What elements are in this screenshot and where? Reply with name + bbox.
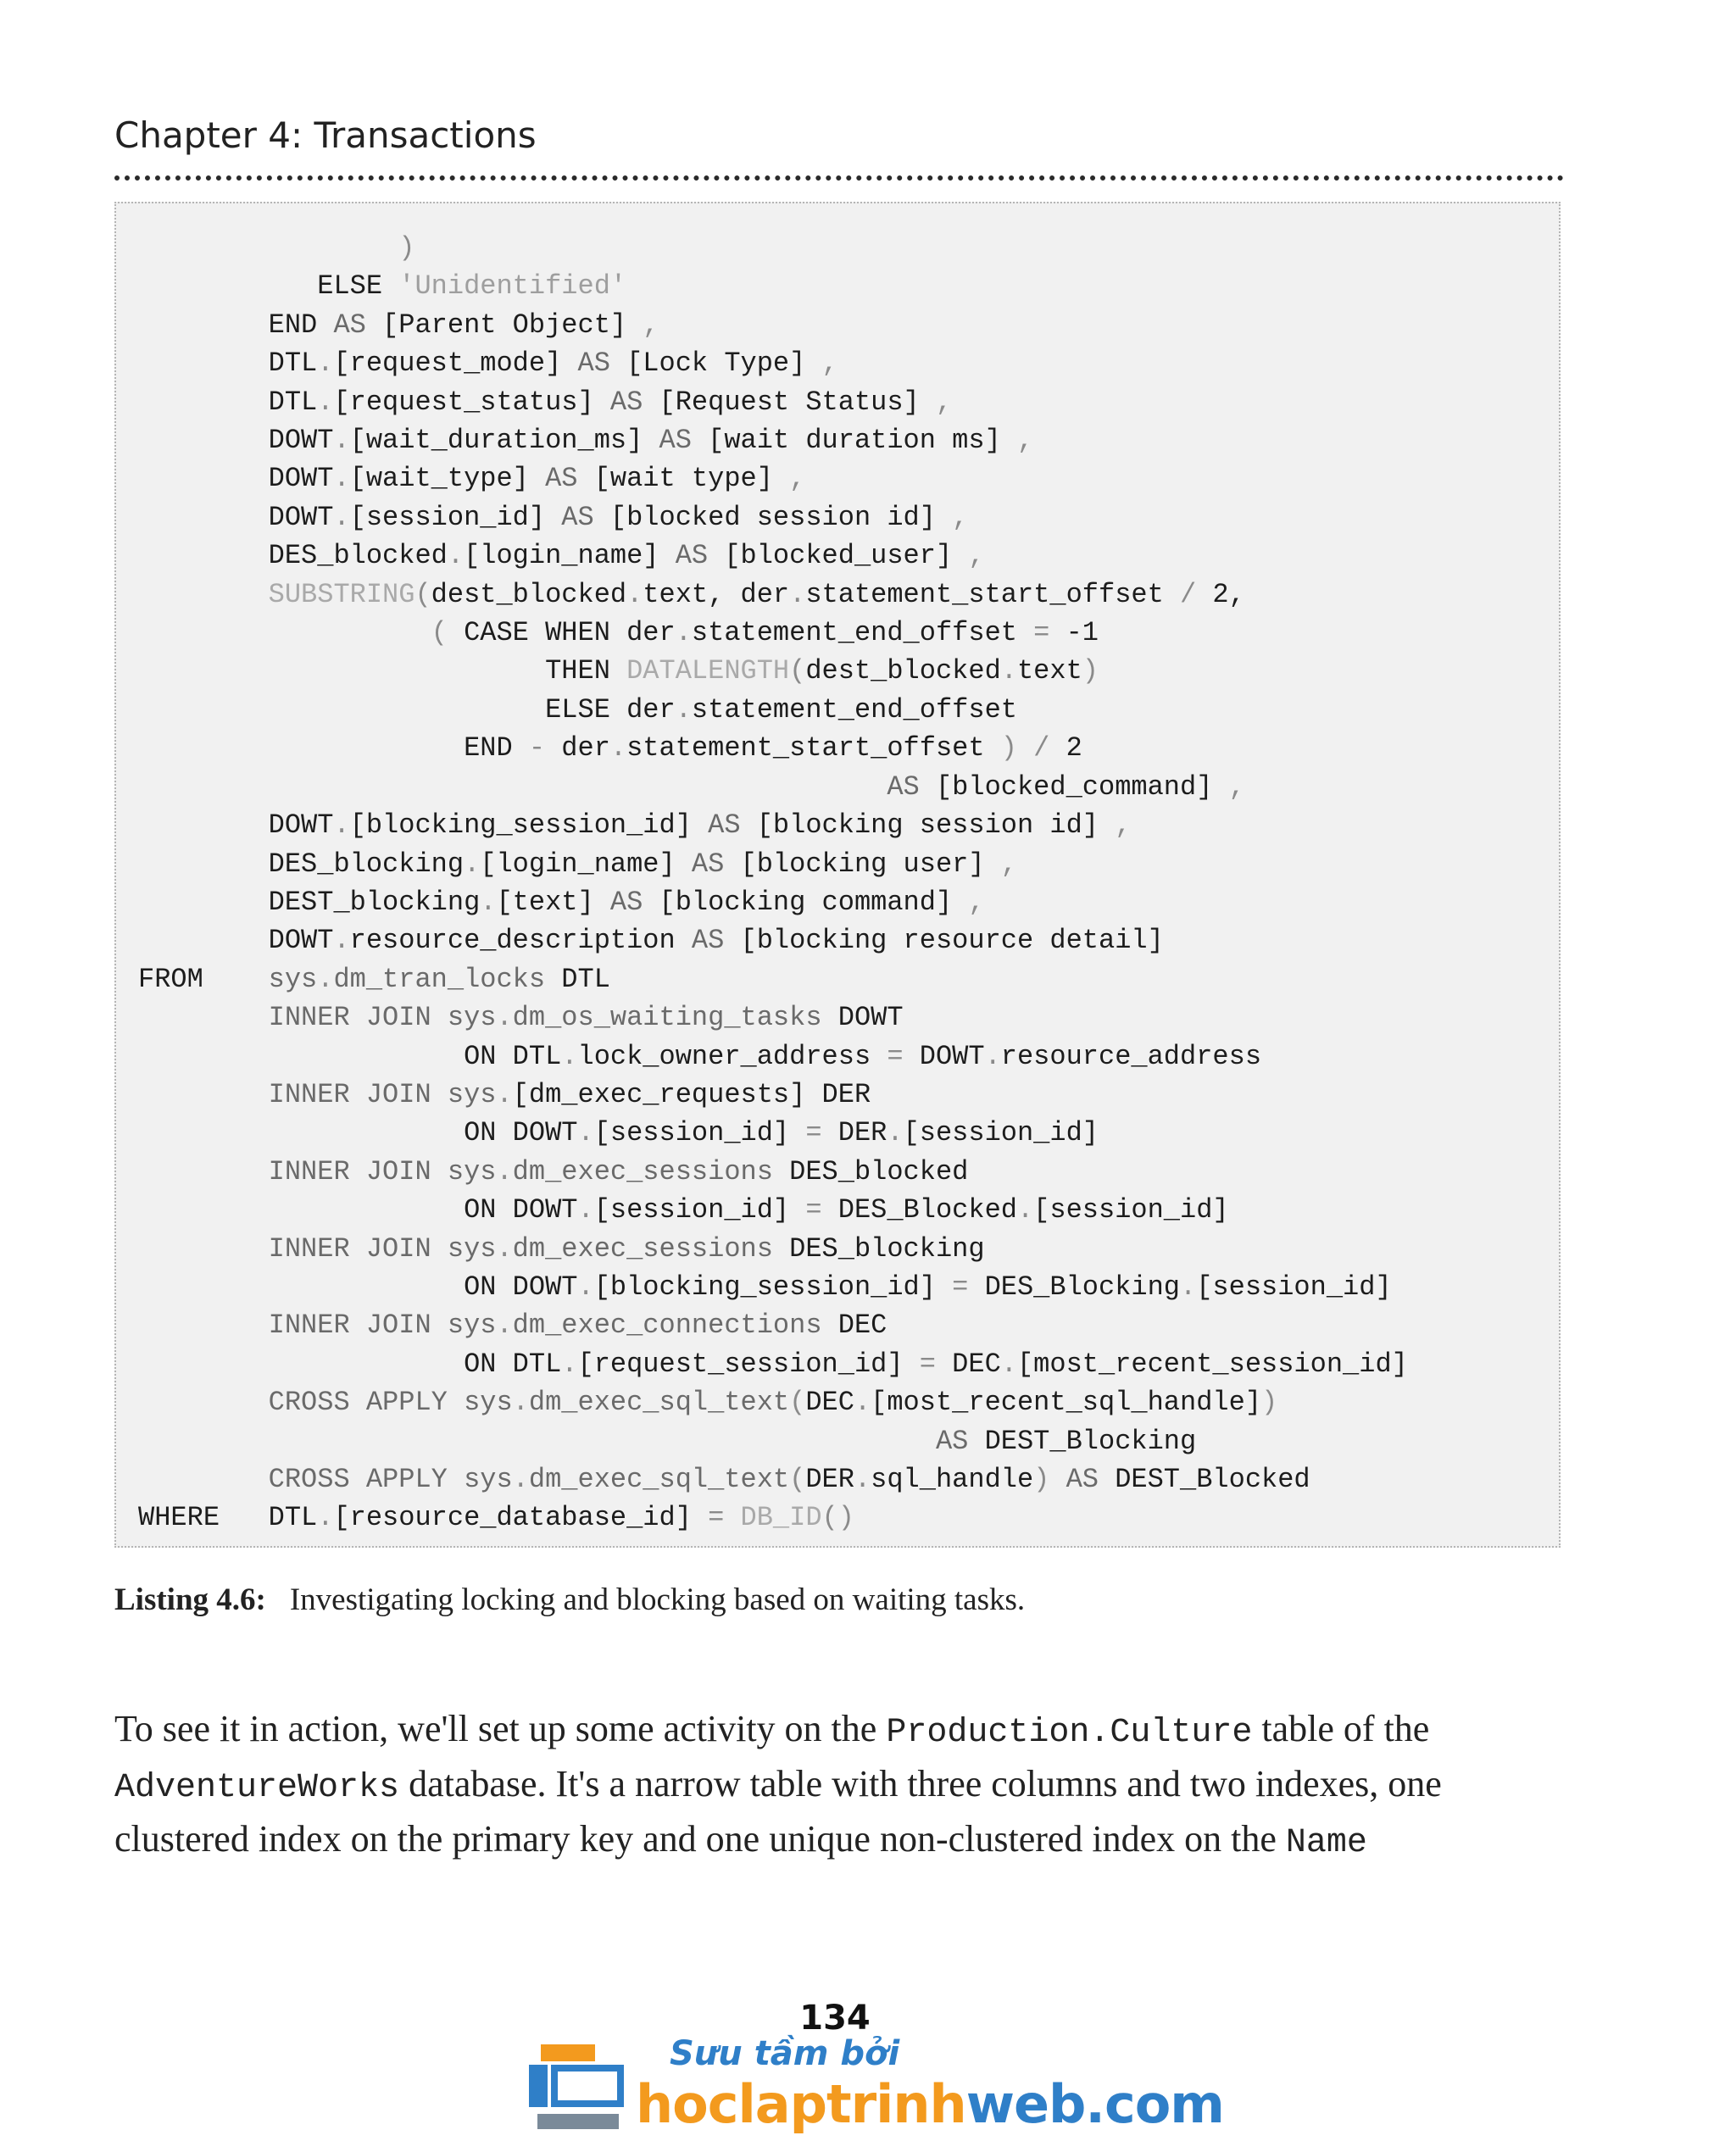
code-token: text, der <box>643 578 790 610</box>
code-line <box>138 348 838 379</box>
code-token <box>138 1464 269 1495</box>
code-token: resource_address <box>1000 1040 1262 1072</box>
watermark-top-text: Sưu tầm bởi <box>670 2034 900 2073</box>
code-token: AS <box>659 425 692 457</box>
code-token: FROM <box>138 963 269 995</box>
code-token: DOWT <box>903 1040 985 1072</box>
code-token: AS <box>691 925 725 957</box>
code-token: DER <box>821 1117 887 1149</box>
code-token: AS <box>1066 1464 1099 1495</box>
code-line <box>138 1002 904 1033</box>
code-token: dm_os_waiting_tasks <box>512 1002 822 1034</box>
code-line <box>138 887 985 918</box>
code-line <box>138 732 1082 764</box>
code-token: = <box>708 1502 725 1534</box>
code-token <box>138 1156 269 1187</box>
code-listing <box>138 229 1408 1538</box>
header-divider <box>114 175 1564 181</box>
code-line <box>138 1194 1229 1226</box>
code-token: ) <box>138 232 415 264</box>
watermark <box>526 2034 1224 2141</box>
code-token: ELSE der <box>138 693 676 726</box>
code-token: AS <box>675 540 709 572</box>
watermark-logo-icon <box>526 2041 627 2136</box>
code-token: SUBSTRING <box>268 578 415 610</box>
code-token: [blocking resource detail] <box>724 925 1164 957</box>
code-token: , <box>821 348 838 380</box>
code-token: = <box>887 1040 904 1072</box>
code-token: . <box>317 348 334 380</box>
code-token: AS <box>708 809 741 842</box>
code-token: / <box>1180 578 1197 610</box>
code-token <box>1017 732 1033 764</box>
code-token: INNER JOIN sys <box>268 1310 497 1342</box>
code-token <box>138 579 269 610</box>
code-line <box>138 1464 1310 1495</box>
code-line <box>138 655 1099 687</box>
code-line <box>138 848 1017 880</box>
code-token: 2 <box>1049 732 1082 765</box>
code-token: [blocking_session_id] <box>349 809 709 842</box>
code-token <box>138 617 431 648</box>
code-token: [most_recent_sql_handle] <box>871 1387 1262 1419</box>
code-line <box>138 1079 871 1110</box>
code-token: DEST_Blocking <box>968 1425 1197 1457</box>
code-token: statement_start_offset <box>805 578 1180 610</box>
code-token: . <box>317 1502 334 1534</box>
code-token: . <box>333 463 350 495</box>
code-token: [session_id] <box>903 1117 1099 1149</box>
code-token: statement_end_offset <box>691 617 1034 649</box>
code-line <box>138 1310 887 1341</box>
code-token: -1 <box>1049 617 1099 649</box>
code-token: ) <box>1082 655 1099 687</box>
code-token: [Lock Type] <box>609 348 822 380</box>
code-token: ON DTL <box>138 1040 562 1072</box>
code-token: - <box>528 732 546 765</box>
code-token: 2, <box>1196 578 1245 610</box>
code-token: , <box>1016 425 1034 457</box>
code-token: ) <box>1033 1464 1050 1495</box>
code-token: [request_session_id] <box>577 1348 920 1380</box>
code-token: , <box>935 386 953 418</box>
code-token: DTL <box>545 963 610 995</box>
code-token: [blocked session id] <box>593 501 953 533</box>
code-line <box>138 1426 1196 1457</box>
code-token: INNER JOIN sys <box>268 1002 497 1034</box>
code-token: dest_blocked <box>431 578 627 610</box>
code-token: ) <box>1261 1387 1278 1419</box>
code-token: , <box>1000 848 1017 880</box>
code-token: AS <box>887 770 920 803</box>
code-token: . <box>333 425 350 457</box>
code-token: = <box>805 1194 822 1226</box>
code-token: [request_mode] <box>333 348 578 380</box>
code-token: , <box>952 501 969 533</box>
code-line <box>138 1117 1099 1148</box>
code-token: . <box>317 386 334 418</box>
code-token: , <box>1115 809 1132 842</box>
code-token: DES_blocked <box>138 540 448 572</box>
code-token: = <box>952 1271 969 1303</box>
code-token: DEST_Blocked <box>1098 1464 1310 1495</box>
watermark-text-a: hoclaptrinh <box>636 2073 966 2135</box>
code-token: . <box>496 1232 513 1265</box>
code-token: DEC <box>935 1348 1001 1380</box>
code-token: DOWT <box>138 425 334 457</box>
code-token: . <box>577 1194 594 1226</box>
code-token: , <box>968 540 985 572</box>
code-token: . <box>1000 655 1017 687</box>
code-token: DOWT <box>138 501 334 533</box>
code-token: , <box>643 309 659 341</box>
page-number: 134 <box>799 1999 871 2038</box>
code-token <box>1049 1464 1066 1495</box>
code-token: . <box>496 1155 513 1187</box>
code-token: AS <box>691 848 725 880</box>
code-token: . <box>512 1387 529 1419</box>
code-line <box>138 463 805 494</box>
code-line <box>138 1156 968 1187</box>
watermark-text-b: web.com <box>965 2073 1224 2135</box>
code-token: sys <box>268 963 318 995</box>
code-token <box>138 1310 269 1341</box>
code-token: [wait_duration_ms] <box>349 425 659 457</box>
code-token: . <box>577 1117 594 1149</box>
chapter-title: Chapter 4: Transactions <box>114 114 537 156</box>
code-token: DOWT <box>821 1002 904 1034</box>
code-token: DOWT <box>138 809 334 842</box>
code-token: . <box>887 1117 904 1149</box>
code-token <box>138 1426 936 1457</box>
code-token: WHERE DTL <box>138 1502 318 1534</box>
code-token: . <box>854 1464 871 1495</box>
code-token: . <box>854 1387 871 1419</box>
code-line <box>138 502 968 533</box>
code-line <box>138 579 1245 610</box>
code-token: = <box>919 1348 936 1380</box>
code-token: , <box>1228 770 1245 803</box>
code-token: . <box>626 578 643 610</box>
code-adventureworks: AdventureWorks <box>114 1769 400 1807</box>
code-token: DEC <box>805 1387 854 1419</box>
code-token: [blocking session id] <box>740 809 1116 842</box>
code-token: lock_owner_address <box>577 1040 887 1072</box>
code-line <box>138 1041 1261 1072</box>
code-line <box>138 694 1017 726</box>
code-token: ON DOWT <box>138 1194 578 1226</box>
code-line <box>138 925 1164 956</box>
code-token: . <box>675 617 692 649</box>
code-token: INNER JOIN sys <box>268 1155 497 1187</box>
code-line <box>138 386 952 418</box>
code-token <box>724 1502 740 1533</box>
watermark-main-text <box>636 2073 1224 2135</box>
code-token: DES_blocking <box>772 1232 985 1265</box>
code-token: dest_blocked <box>805 655 1001 687</box>
code-token: der <box>545 732 610 765</box>
body-text-1: To see it in action, we'll set up some activity on the <box>114 1708 887 1749</box>
code-line <box>138 771 1245 803</box>
listing-caption <box>114 1582 1555 1618</box>
code-token: DOWT <box>138 463 334 495</box>
code-token: [login_name] <box>464 540 676 572</box>
body-text-3: database. It's a narrow table with three columns and two indexes, one clustered index on the primary key and one unique non-clustered index on the <box>114 1763 1442 1860</box>
code-token: DATALENGTH <box>626 655 790 687</box>
code-name: Name <box>1285 1824 1367 1862</box>
code-token: DEC <box>821 1310 887 1342</box>
code-token: ( <box>415 578 431 610</box>
code-token: ) <box>1000 732 1017 765</box>
code-token: [dm_exec_requests] DER <box>512 1078 871 1110</box>
code-line <box>138 1349 1408 1380</box>
code-token: ON DTL <box>138 1348 562 1380</box>
code-token: AS <box>577 348 610 380</box>
code-token: INNER JOIN sys <box>268 1232 497 1265</box>
code-token: DTL <box>138 386 318 418</box>
code-token: ( <box>789 655 806 687</box>
code-token: . <box>496 1078 513 1110</box>
code-token: DTL <box>138 348 318 380</box>
caption-label: Listing 4.6: <box>114 1582 266 1617</box>
code-token: text <box>1016 655 1082 687</box>
code-token: dm_exec_sessions <box>512 1232 773 1265</box>
code-line <box>138 1271 1392 1303</box>
code-token: . <box>496 1310 513 1342</box>
code-token: dm_tran_locks <box>333 963 546 995</box>
code-token: END <box>138 732 529 765</box>
code-token: statement_end_offset <box>691 693 1017 726</box>
code-token: . <box>464 848 481 880</box>
code-line <box>138 540 985 571</box>
code-token <box>138 1079 269 1110</box>
code-token: . <box>561 1348 578 1380</box>
code-token: CROSS APPLY sys <box>268 1464 513 1495</box>
code-token: dm_exec_sql_text <box>528 1387 790 1419</box>
code-line <box>138 1233 985 1265</box>
code-token: CROSS APPLY sys <box>268 1387 513 1419</box>
code-token: ( <box>431 617 448 649</box>
code-token: AS <box>935 1425 969 1457</box>
code-line <box>138 1387 1277 1418</box>
code-line <box>138 1502 854 1533</box>
code-token: [blocking_session_id] <box>593 1271 953 1303</box>
code-token: DES_Blocked <box>821 1194 1017 1226</box>
code-token: ( <box>789 1387 806 1419</box>
code-token: DB_ID <box>740 1502 822 1534</box>
code-token <box>138 1387 269 1418</box>
code-token: [blocking command] <box>643 886 969 918</box>
code-token <box>138 1002 269 1033</box>
code-token: sql_handle <box>871 1464 1034 1495</box>
code-token: . <box>789 578 806 610</box>
code-token: . <box>480 886 497 918</box>
code-token: AS <box>609 886 643 918</box>
code-token: . <box>561 1040 578 1072</box>
code-token: [login_name] <box>480 848 692 880</box>
code-token: . <box>1180 1271 1197 1303</box>
code-token: [session_id] <box>1033 1194 1229 1226</box>
code-token: THEN <box>138 655 627 687</box>
code-line <box>138 425 1033 456</box>
code-line <box>138 964 610 995</box>
code-token: . <box>675 693 692 726</box>
code-line <box>138 232 415 264</box>
code-token: () <box>821 1502 854 1534</box>
code-token: AS <box>333 309 366 341</box>
code-token: = <box>805 1117 822 1149</box>
code-token: AS <box>609 386 643 418</box>
code-token: ELSE <box>138 270 399 303</box>
code-token: . <box>333 501 350 533</box>
code-line <box>138 809 1131 841</box>
code-token: . <box>317 963 334 995</box>
code-token: . <box>512 1464 529 1495</box>
code-token: CASE WHEN der <box>447 617 676 649</box>
code-token <box>138 1233 269 1265</box>
code-token: [Parent Object] <box>365 309 643 341</box>
code-token: [most_recent_session_id] <box>1016 1348 1408 1380</box>
code-token: [wait duration ms] <box>691 425 1017 457</box>
code-token: . <box>1000 1348 1017 1380</box>
code-token: [session_id] <box>593 1117 806 1149</box>
code-token: AS <box>561 501 594 533</box>
code-token: resource_description <box>349 925 692 957</box>
code-token: DES_blocking <box>138 848 465 880</box>
code-token: ON DOWT <box>138 1271 578 1303</box>
code-token: [blocked_user] <box>708 540 969 572</box>
code-token <box>138 771 887 803</box>
code-token: = <box>1033 617 1050 649</box>
code-token: DES_Blocking <box>968 1271 1180 1303</box>
code-token: AS <box>545 463 578 495</box>
code-token: . <box>577 1271 594 1303</box>
code-token: ON DOWT <box>138 1117 578 1149</box>
code-token: . <box>333 809 350 842</box>
code-token: dm_exec_sql_text <box>528 1464 790 1495</box>
code-token: dm_exec_connections <box>512 1310 822 1342</box>
code-token: , <box>968 886 985 918</box>
code-token: . <box>1016 1194 1034 1226</box>
code-token: DEST_blocking <box>138 886 481 918</box>
code-token: dm_exec_sessions <box>512 1155 773 1187</box>
code-token: [blocked_command] <box>919 770 1229 803</box>
code-token: [session_id] <box>1196 1271 1392 1303</box>
code-token: DOWT <box>138 925 334 957</box>
code-production-culture: Production.Culture <box>886 1714 1253 1752</box>
code-token: , <box>789 463 806 495</box>
code-token: [resource_database_id] <box>333 1502 709 1534</box>
code-token: [session_id] <box>593 1194 806 1226</box>
code-token: END <box>138 309 334 341</box>
code-token: . <box>333 925 350 957</box>
code-token: DES_blocked <box>772 1155 969 1187</box>
code-token: ( <box>789 1464 806 1495</box>
code-token: [wait type] <box>577 463 790 495</box>
body-text-2: table of the <box>1252 1708 1430 1749</box>
code-token: [Request Status] <box>643 386 936 418</box>
code-token: . <box>609 732 627 765</box>
code-token: [blocking user] <box>724 848 1001 880</box>
code-line <box>138 270 626 302</box>
code-token: [session_id] <box>349 501 562 533</box>
code-token: [wait_type] <box>349 463 546 495</box>
code-token: / <box>1033 732 1050 765</box>
code-token: statement_start_offset <box>626 732 1001 765</box>
code-listing-box <box>114 202 1561 1548</box>
code-token: [request_status] <box>333 386 610 418</box>
code-token: . <box>984 1040 1001 1072</box>
code-token: . <box>496 1002 513 1034</box>
caption-text: Investigating locking and blocking based on waiting tasks. <box>289 1582 1026 1617</box>
code-line <box>138 309 659 341</box>
code-token: . <box>447 540 465 572</box>
code-token: 'Unidentified' <box>398 270 627 303</box>
code-token: INNER JOIN sys <box>268 1078 497 1110</box>
code-token: [text] <box>496 886 610 918</box>
body-paragraph <box>114 1704 1572 1869</box>
code-line <box>138 617 1099 648</box>
code-token: DER <box>805 1464 854 1495</box>
